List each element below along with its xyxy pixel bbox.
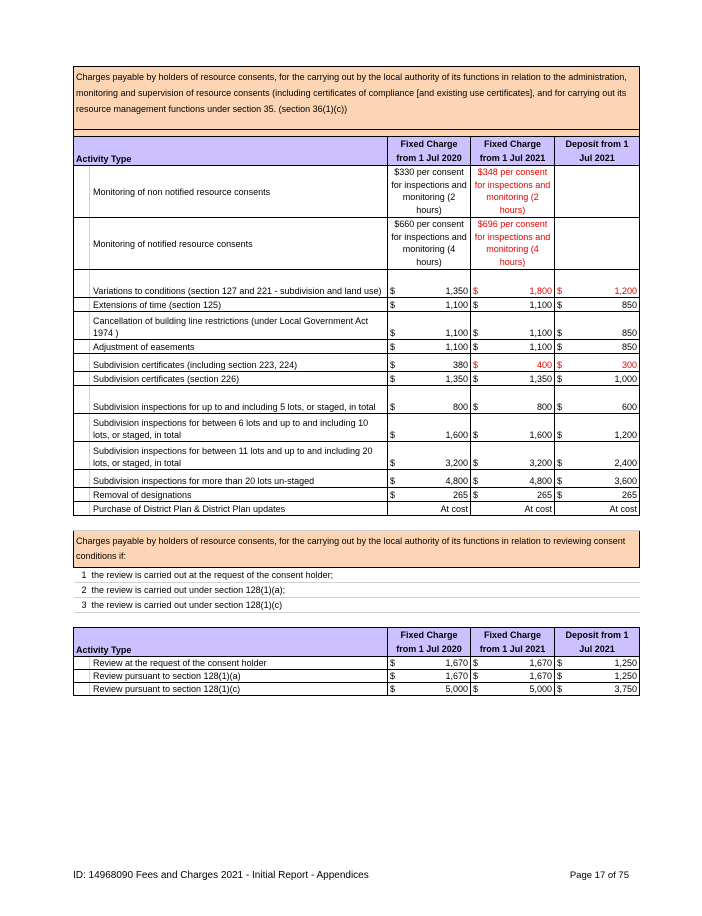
section1-row-8-c1-amount (388, 386, 471, 414)
section1-row-description: Subdivision inspections for between 11 lots and up to and including 20 lots, or staged, in total (90, 442, 388, 470)
row-index-cell (74, 312, 90, 340)
section1-row-description: Cancellation of building line restrictions (under Local Government Act 1974 ) (90, 312, 388, 340)
section1-row-5-c2-amount (471, 340, 555, 354)
amount-value: 800 (536, 402, 552, 412)
currency-symbol: $ (557, 658, 563, 668)
section1-row-description: Subdivision inspections for between 6 lots and up to and including 10 lots, or staged, in total (90, 414, 388, 442)
row-index-cell (74, 354, 90, 372)
section1-row-13-c2-text: At cost (471, 502, 555, 516)
amount-value: 265 (536, 490, 552, 500)
section1-row-11-c3-amount (555, 470, 640, 488)
section1-row-description: Subdivision certificates (including section 223, 224) (90, 354, 388, 372)
section1-row-5-c3-amount (555, 340, 640, 354)
section1-row-6-c3-amount (555, 354, 640, 372)
amount-value: 1,350 (529, 374, 552, 384)
amount-value: 1,670 (445, 671, 468, 681)
amount-value: 1,200 (614, 286, 638, 296)
section1-row (74, 470, 640, 488)
section2-row-0-c2-amount (471, 657, 555, 670)
amount-value: 1,250 (614, 671, 638, 681)
section1-row-description: Monitoring of non notified resource consents (90, 166, 388, 218)
section1-body (74, 166, 640, 516)
section2-row-1-c2-amount (471, 670, 555, 683)
currency-symbol: $ (557, 430, 563, 440)
section1-row-0-c3-empty (555, 166, 640, 218)
section2-row-1-c3-amount (555, 670, 640, 683)
section2-row (74, 683, 640, 696)
currency-symbol: $ (390, 328, 396, 338)
section1-row-4-c3-amount (555, 312, 640, 340)
amount-value: 1,350 (445, 374, 468, 384)
amount-value: 850 (622, 300, 638, 310)
section2-body (74, 657, 640, 696)
currency-symbol: $ (473, 684, 479, 694)
condition-number: 3 (74, 598, 90, 613)
currency-symbol: $ (390, 684, 396, 694)
section1-row-description: Monitoring of notified resource consents (90, 218, 388, 270)
currency-symbol: $ (557, 286, 563, 296)
col1-heading-line2: from 1 Jul 2020 (388, 151, 471, 166)
amount-value: 1,670 (445, 658, 468, 668)
section1-row-2-c2-amount (471, 270, 555, 298)
section2-row-0-c1-amount (388, 657, 471, 670)
row-index-cell (74, 298, 90, 312)
section1-row-12-c2-amount (471, 488, 555, 502)
col3-heading-line2-2: Jul 2021 (555, 642, 640, 657)
currency-symbol: $ (390, 671, 396, 681)
amount-value: 1,000 (614, 374, 638, 384)
amount-value: 1,100 (445, 328, 468, 338)
section1-row-10-c2-amount (471, 442, 555, 470)
section1-row-12-c3-amount (555, 488, 640, 502)
currency-symbol: $ (390, 402, 396, 412)
amount-value: 1,800 (529, 286, 552, 296)
currency-symbol: $ (473, 658, 479, 668)
currency-symbol: $ (390, 490, 396, 500)
condition-text: the review is carried out under section 128(1)(c) (90, 598, 640, 613)
condition-number: 2 (74, 583, 90, 598)
amount-value: 3,600 (614, 476, 638, 486)
amount-value: 800 (452, 402, 468, 412)
row-index-cell (74, 166, 90, 218)
condition-list-item (74, 598, 640, 613)
section1-row-3-c3-amount (555, 298, 640, 312)
section1-row-9-c2-amount (471, 414, 555, 442)
row-index-cell (74, 442, 90, 470)
section2-row-2-c3-amount (555, 683, 640, 696)
currency-symbol: $ (557, 300, 563, 310)
section1-row (74, 414, 640, 442)
amount-value: 265 (452, 490, 468, 500)
document-footer: ID: 14968090 Fees and Charges 2021 - Initial Report - Appendices (73, 870, 369, 881)
currency-symbol: $ (390, 360, 396, 370)
currency-symbol: $ (390, 430, 396, 440)
section1-row (74, 442, 640, 470)
amount-value: 380 (452, 360, 468, 370)
section2-row (74, 657, 640, 670)
currency-symbol: $ (557, 360, 563, 370)
row-index-cell (74, 470, 90, 488)
col2-heading-line1-2: Fixed Charge (471, 628, 555, 643)
section1-row-7-c1-amount (388, 372, 471, 386)
section1-row (74, 354, 640, 372)
amount-value: 5,000 (529, 684, 552, 694)
amount-value: 3,200 (529, 458, 552, 468)
section1-row-0-c1-text: $330 per consent for inspections and monitoring (2 hours) (388, 166, 471, 218)
section1-row-11-c1-amount (388, 470, 471, 488)
currency-symbol: $ (557, 328, 563, 338)
section1-row-7-c3-amount (555, 372, 640, 386)
currency-symbol: $ (557, 671, 563, 681)
section1-row (74, 502, 640, 516)
condition-text: the review is carried out under section 128(1)(a); (90, 583, 640, 598)
currency-symbol: $ (390, 458, 396, 468)
amount-value: 850 (622, 342, 638, 352)
section1-row-description: Subdivision certificates (section 226) (90, 372, 388, 386)
currency-symbol: $ (473, 328, 479, 338)
section1-row-6-c1-amount (388, 354, 471, 372)
section1-row (74, 488, 640, 502)
section1-row-description: Subdivision inspections for more than 20 lots un-staged (90, 470, 388, 488)
col3-heading-line2: Jul 2021 (555, 151, 640, 166)
section1-row (74, 386, 640, 414)
currency-symbol: $ (557, 490, 563, 500)
currency-symbol: $ (473, 671, 479, 681)
currency-symbol: $ (557, 374, 563, 384)
amount-value: 1,100 (529, 300, 552, 310)
section1-row-10-c1-amount (388, 442, 471, 470)
section1-row-2-c1-amount (388, 270, 471, 298)
section2-row-1-c1-amount (388, 670, 471, 683)
section1-row-description: Extensions of time (section 125) (90, 298, 388, 312)
col1-heading-line1: Fixed Charge (388, 137, 471, 152)
section1-row-1-c1-text: $660 per consent for inspections and monitoring (4 hours) (388, 218, 471, 270)
currency-symbol: $ (557, 684, 563, 694)
section2-row-description: Review pursuant to section 128(1)(c) (90, 683, 388, 696)
row-index-cell (74, 372, 90, 386)
currency-symbol: $ (390, 374, 396, 384)
currency-symbol: $ (473, 300, 479, 310)
amount-value: 1,600 (529, 430, 552, 440)
currency-symbol: $ (473, 360, 479, 370)
section1-row-13-c1-text: At cost (388, 502, 471, 516)
currency-symbol: $ (557, 476, 563, 486)
currency-symbol: $ (390, 476, 396, 486)
section1-row-6-c2-amount (471, 354, 555, 372)
row-index-cell (74, 218, 90, 270)
row-index-cell (74, 502, 90, 516)
section1-row-8-c3-amount (555, 386, 640, 414)
section1-header (74, 137, 640, 166)
row-index-cell (74, 683, 90, 696)
amount-value: 1,670 (529, 671, 552, 681)
currency-symbol: $ (473, 458, 479, 468)
section2-header (74, 628, 640, 657)
section2-row-2-c2-amount (471, 683, 555, 696)
currency-symbol: $ (557, 458, 563, 468)
currency-symbol: $ (473, 374, 479, 384)
currency-symbol: $ (557, 342, 563, 352)
amount-value: 850 (622, 328, 638, 338)
section1-row (74, 312, 640, 340)
resource-consent-charges-table (73, 66, 640, 696)
page-number: Page 17 of 75 (569, 870, 629, 881)
amount-value: 400 (536, 360, 552, 370)
currency-symbol: $ (473, 286, 479, 296)
currency-symbol: $ (557, 402, 563, 412)
section1-row-description: Adjustment of easements (90, 340, 388, 354)
condition-list-item (74, 583, 640, 598)
section1-row (74, 166, 640, 218)
section2-row-description: Review at the request of the consent holder (90, 657, 388, 670)
row-index-cell (74, 670, 90, 683)
currency-symbol: $ (473, 402, 479, 412)
section1-row-description: Removal of designations (90, 488, 388, 502)
section1-row (74, 218, 640, 270)
row-index-cell (74, 657, 90, 670)
row-index-cell (74, 386, 90, 414)
section2-row-description: Review pursuant to section 128(1)(a) (90, 670, 388, 683)
section1-row-3-c2-amount (471, 298, 555, 312)
amount-value: 1,100 (529, 342, 552, 352)
currency-symbol: $ (473, 490, 479, 500)
section1-row-description: Purchase of District Plan & District Plan updates (90, 502, 388, 516)
section1-row-5-c1-amount (388, 340, 471, 354)
section1-intro: Charges payable by holders of resource consents, for the carrying out by the local authority of its functions in relation to the administration, monitoring and supervision of resource consents (including certificates of compliance [and existing use certificates], and for carrying out its resource management functions under section 35. (section 36(1)(c)) (74, 67, 640, 130)
amount-value: 265 (622, 490, 638, 500)
section1-row-13-c3-text: At cost (555, 502, 640, 516)
amount-value: 2,400 (614, 458, 638, 468)
row-index-cell (74, 488, 90, 502)
section1-row-12-c1-amount (388, 488, 471, 502)
row-index-cell (74, 414, 90, 442)
currency-symbol: $ (473, 342, 479, 352)
amount-value: 1,350 (445, 286, 468, 296)
amount-value: 300 (622, 360, 638, 370)
amount-value: 5,000 (445, 684, 468, 694)
currency-symbol: $ (390, 300, 396, 310)
amount-value: 1,600 (445, 430, 468, 440)
condition-number: 1 (74, 568, 90, 583)
section1-row (74, 298, 640, 312)
amount-value: 1,250 (614, 658, 638, 668)
col1-heading-line1-2: Fixed Charge (388, 628, 471, 643)
section1-row-11-c2-amount (471, 470, 555, 488)
amount-value: 1,670 (529, 658, 552, 668)
condition-text: the review is carried out at the request of the consent holder; (90, 568, 640, 583)
section1-row (74, 340, 640, 354)
section1-row-9-c3-amount (555, 414, 640, 442)
condition-list-item (74, 568, 640, 583)
section1-row-2-c3-amount (555, 270, 640, 298)
section1-row (74, 270, 640, 298)
amount-value: 1,200 (614, 430, 638, 440)
amount-value: 4,800 (529, 476, 552, 486)
section2-intro: Charges payable by holders of resource consents, for the carrying out by the local authority of its functions in relation to reviewing consent conditions if: (74, 531, 640, 568)
section1-row-description: Subdivision inspections for up to and including 5 lots, or staged, in total (90, 386, 388, 414)
currency-symbol: $ (473, 430, 479, 440)
section2-row-0-c3-amount (555, 657, 640, 670)
section2-conditions-list (74, 568, 640, 613)
col3-heading-line1: Deposit from 1 (555, 137, 640, 152)
amount-value: 600 (622, 402, 638, 412)
section1-row-0-c2-text: $348 per consent for inspections and monitoring (2 hours) (471, 166, 555, 218)
section1-row-4-c1-amount (388, 312, 471, 340)
col2-heading-line2-2: from 1 Jul 2021 (471, 642, 555, 657)
amount-value: 1,100 (529, 328, 552, 338)
amount-value: 1,100 (445, 342, 468, 352)
section1-row-9-c1-amount (388, 414, 471, 442)
activity-type-heading: Activity Type (74, 137, 388, 166)
section1-row-4-c2-amount (471, 312, 555, 340)
col1-heading-line2-2: from 1 Jul 2020 (388, 642, 471, 657)
currency-symbol: $ (390, 658, 396, 668)
col2-heading-line1: Fixed Charge (471, 137, 555, 152)
currency-symbol: $ (390, 342, 396, 352)
amount-value: 4,800 (445, 476, 468, 486)
section1-row-3-c1-amount (388, 298, 471, 312)
section1-row-description: Variations to conditions (section 127 and 221 - subdivision and land use) (90, 270, 388, 298)
row-index-cell (74, 270, 90, 298)
section1-row-1-c2-text: $696 per consent for inspections and monitoring (4 hours) (471, 218, 555, 270)
col2-heading-line2: from 1 Jul 2021 (471, 151, 555, 166)
amount-value: 1,100 (445, 300, 468, 310)
row-index-cell (74, 340, 90, 354)
currency-symbol: $ (473, 476, 479, 486)
section2-row (74, 670, 640, 683)
currency-symbol: $ (390, 286, 396, 296)
activity-type-heading-2: Activity Type (74, 628, 388, 657)
col3-heading-line1-2: Deposit from 1 (555, 628, 640, 643)
section1-row-7-c2-amount (471, 372, 555, 386)
fees-page (73, 66, 639, 696)
amount-value: 3,200 (445, 458, 468, 468)
section1-row-1-c3-empty (555, 218, 640, 270)
amount-value: 3,750 (614, 684, 638, 694)
section1-row-8-c2-amount (471, 386, 555, 414)
section2-row-2-c1-amount (388, 683, 471, 696)
section1-row (74, 372, 640, 386)
section1-row-10-c3-amount (555, 442, 640, 470)
